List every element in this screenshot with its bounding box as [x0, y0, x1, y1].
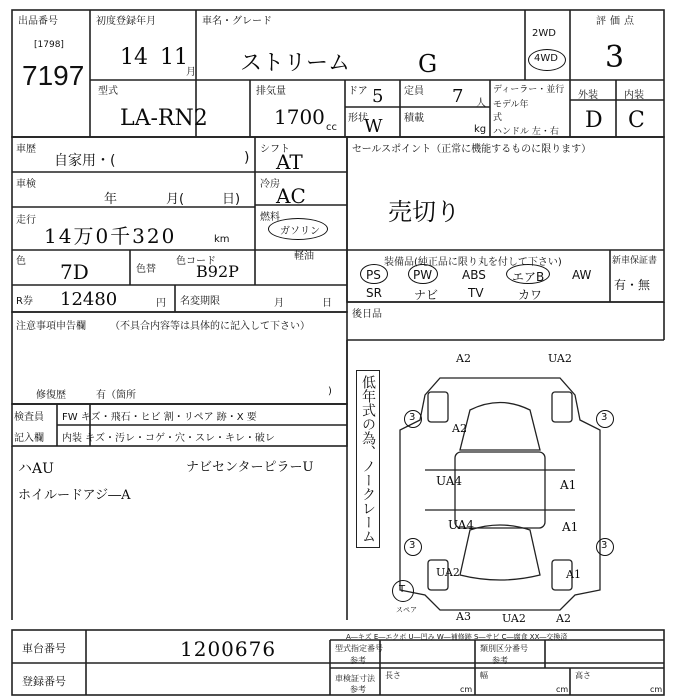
recolor-label: 色替: [136, 264, 156, 275]
model-year-label: モデル年式: [493, 100, 529, 123]
hand-note-1: ハAU: [18, 461, 54, 477]
interior-score: C: [628, 108, 645, 133]
shaken-label: 車検: [16, 179, 36, 190]
drive-4wd: 4WD: [534, 53, 558, 64]
name-change-day: 日: [322, 298, 332, 309]
length-unit: cm: [460, 685, 473, 694]
spare-mark: T: [399, 584, 406, 595]
shift-value: AT: [276, 150, 303, 174]
equip-aw: AW: [572, 268, 592, 282]
sales-text: 売切り: [388, 198, 460, 226]
displacement-value: 1700: [274, 105, 325, 129]
capacity-unit: 人: [476, 98, 486, 109]
equip-ps: PS: [366, 268, 381, 282]
recycle-value: 12480: [60, 289, 118, 310]
after-label: 後日品: [352, 309, 382, 320]
color-value: 7D: [60, 260, 89, 284]
name-change-label: 名変期限: [180, 296, 220, 307]
model-designation-label: 型式指定番号: [335, 644, 383, 653]
lot-number: 7197: [22, 60, 85, 91]
reg-label: 登録番号: [22, 675, 66, 688]
shaken-year: 年: [104, 192, 118, 207]
model-value: LA-RN2: [120, 106, 208, 131]
history-label: 車歴: [16, 144, 36, 155]
sales-label: セールスポイント（正常に機能するものに限ります）: [352, 144, 592, 155]
mark-left-rear-door: UA4: [448, 518, 475, 532]
exterior-label: 外装: [578, 90, 598, 101]
equip-pw: PW: [413, 268, 433, 282]
mark-right-front-door: A1: [560, 478, 577, 492]
mark-front-ua2: UA2: [548, 352, 572, 365]
record-label: 記入欄: [14, 433, 44, 444]
ac-label: 冷房: [260, 179, 280, 190]
shift-label: シフト: [260, 144, 290, 155]
mark-rear-ua2: UA2: [502, 612, 526, 625]
dealer-label: ディーラー・並行: [493, 85, 565, 95]
ac-value: AC: [276, 184, 306, 208]
interior-line: 内装 キズ・汚レ・コゲ・穴・スレ・キレ・破レ: [62, 433, 275, 444]
class-label: 類別区分番号: [480, 644, 528, 653]
equipment-label: 装備品(純正品に限り丸を付して下さい): [384, 257, 562, 268]
first-reg-year: 14: [120, 45, 148, 70]
chassis-label: 車台番号: [22, 642, 66, 655]
car-name: ストリーム: [240, 51, 351, 76]
size-ref: 参考: [350, 685, 366, 694]
fuel-label: 燃料: [260, 212, 280, 223]
mark-rear-a2: A2: [556, 612, 571, 625]
mark-front-a2: A2: [456, 352, 471, 365]
mark-right-quarter: A1: [566, 568, 581, 581]
equip-airb: エアB: [512, 270, 545, 284]
capacity-value: 7: [452, 86, 464, 107]
mark-left-quarter: UA2: [436, 566, 460, 579]
shape-value: W: [364, 116, 383, 137]
tire-fl-value: 3: [409, 412, 416, 423]
color-code-label: 色コード: [176, 256, 216, 267]
score-label: 評価点: [596, 16, 638, 27]
caution-label: 注意事項申告欄: [16, 321, 86, 332]
tire-rl-value: 3: [409, 540, 416, 551]
spare-label: スペア: [396, 606, 417, 614]
doors-value: 5: [372, 86, 384, 107]
inspector-label: 検査員: [14, 412, 44, 423]
history-value: 自家用・(: [54, 153, 116, 169]
fw-line: FW キズ・飛石・ヒビ 割・リペア 跡・X 要: [62, 412, 257, 423]
first-reg-month: 11: [160, 45, 188, 70]
height-unit: cm: [650, 685, 663, 694]
caution-sub: （不具合内容等は具体的に記入して下さい）: [110, 321, 310, 332]
capacity-label: 定員: [404, 86, 424, 97]
recycle-label: R券: [16, 296, 33, 307]
interior-label: 内装: [624, 90, 644, 101]
color-code-value: B92P: [196, 262, 239, 281]
mark-right-rear-door: A1: [562, 520, 579, 534]
chassis-number: 1200676: [180, 637, 277, 661]
fuel-kerosene: 軽油: [294, 251, 314, 262]
grade: G: [418, 50, 438, 78]
height-label: 高さ: [575, 671, 591, 680]
drive-2wd: 2WD: [532, 28, 556, 39]
shaken-day: 日): [222, 192, 241, 207]
damage-legend: A―キズ E―エクボ U―凹み W―補修跡 S―サビ C―腐食 XX―交換済: [346, 633, 568, 641]
size-label: 車検証寸法: [335, 674, 375, 683]
displacement-label: 排気量: [256, 86, 286, 97]
repair-close: ): [328, 386, 332, 397]
equip-navi: ナビ: [414, 288, 439, 302]
cc-unit: cc: [326, 122, 337, 133]
hand-note-3: ナビセンターピラーU: [186, 460, 314, 475]
month-unit: 月: [186, 67, 196, 78]
length-label: 長さ: [385, 671, 401, 680]
lot-label: 出品番号: [18, 16, 58, 27]
warranty-value: 有・無: [614, 278, 651, 292]
equip-leather: カワ: [518, 288, 543, 302]
hand-note-2: ホイルードアジ―A: [18, 488, 131, 503]
lot-small: [1798]: [34, 40, 64, 50]
shape-label: 形状: [348, 113, 368, 124]
equip-sr: SR: [366, 286, 382, 300]
car-name-label: 車名・グレード: [202, 16, 272, 27]
width-label: 幅: [480, 671, 488, 680]
repair-label: 修復歴: [36, 390, 66, 401]
tire-rr-value: 3: [601, 540, 608, 551]
mileage-value: 14万0千320: [44, 224, 177, 248]
doors-label: ドア: [348, 86, 368, 97]
km-unit: km: [214, 234, 230, 245]
tire-fr-value: 3: [601, 412, 608, 423]
model-label: 型式: [98, 86, 118, 97]
repair-value: 有（箇所: [96, 390, 136, 401]
width-unit: cm: [556, 685, 569, 694]
load-label: 積載: [404, 113, 424, 124]
history-close: ): [244, 150, 250, 166]
mark-hood-a2: A2: [452, 422, 467, 435]
first-reg-label: 初度登録年月: [96, 16, 156, 27]
vertical-note: 低年式の為、ノークレーム: [356, 370, 380, 548]
model-designation-ref: 参考: [350, 656, 366, 665]
color-label: 色: [16, 256, 26, 267]
class-ref: 参考: [492, 656, 508, 665]
equip-abs: ABS: [462, 268, 486, 282]
load-unit: kg: [474, 124, 487, 135]
name-change-month: 月: [274, 298, 284, 309]
handle-label: ハンドル 左・右: [493, 127, 559, 137]
exterior-score: D: [585, 108, 603, 133]
score-value: 3: [605, 40, 625, 75]
equip-tv: TV: [468, 286, 484, 300]
shaken-month: 月(: [166, 192, 185, 207]
fuel-gas: ガソリン: [280, 226, 320, 237]
warranty-label: 新車保証書: [612, 256, 658, 266]
yen-unit: 円: [156, 298, 166, 309]
mark-left-front-door: UA4: [436, 474, 463, 488]
mark-rear-a3: A3: [456, 610, 471, 623]
mileage-label: 走行: [16, 215, 36, 226]
